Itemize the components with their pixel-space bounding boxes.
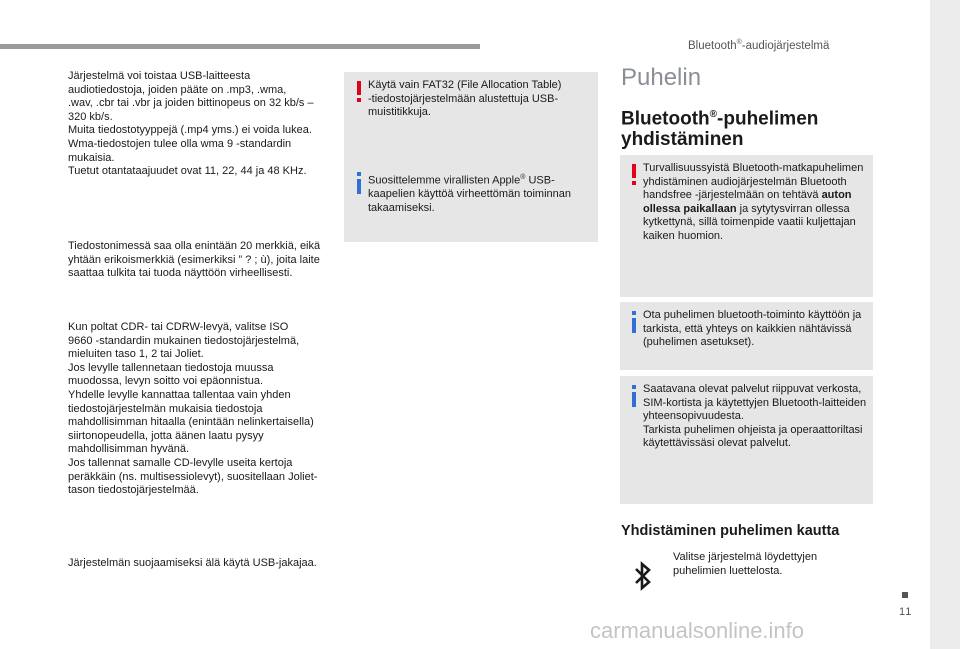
apple-cable-info-text: Suosittelemme virallisten Apple® USB- kaapelien käyttöä virheettömän toiminnan takaamiseksi. [368, 174, 572, 214]
bluetooth-icon [633, 560, 653, 592]
info-icon [629, 385, 639, 407]
header-rule [0, 44, 480, 49]
watermark: carmanualsonline.info [590, 618, 805, 643]
services-info-box [620, 376, 873, 504]
safety-warning-box [620, 155, 873, 297]
usb-formats-paragraph: Järjestelmä voi toistaa USB-laitteesta audiotiedostoja, joiden pääte on .mp3, .wma, .wav, .cbr tai .vbr ja joiden bittinopeus on 32 kb/s – 320 kb/s. Muita tiedostotyyppejä (.mp4 yms.) ei voida lukea. Wma-tiedostojen tulee olla wma 9 -standardin mukaisia. Tuetut otantataajuudet ovat 11, 22, 44 ja 48 KHz. [68, 70, 314, 178]
warning-icon [354, 81, 364, 103]
bluetooth-pairing-heading: Bluetooth®-puhelimen yhdistäminen [621, 108, 819, 151]
page-header-title: Bluetooth®-audiojärjestelmä [688, 39, 830, 52]
services-info-text: Saatavana olevat palvelut riippuvat verkosta, SIM-kortista ja käytettyjen Bluetooth-laitteiden yhteensopivuudesta. Tarkista puhelimen ohjeista ja operaattoriltasi käytettävissäsi olevat palvelut. [643, 383, 867, 450]
bluetooth-visibility-text: Ota puhelimen bluetooth-toiminto käyttöön ja tarkista, että yhteys on kaikkien nähtävissä (puhelimen asetukset). [643, 309, 862, 349]
usb-notes-box [344, 72, 598, 242]
info-icon [354, 172, 364, 194]
fat32-warning-text: Käytä vain FAT32 (File Allocation Table) -tiedostojärjestelmään alustettuja USB- muistitikkuja. [368, 79, 562, 119]
filename-paragraph: Tiedostonimessä saa olla enintään 20 merkkiä, eikä yhtään erikoismerkkiä (esimerkiksi ” ? ; ù), joita laite saattaa tulkita tai tuoda näyttöön virheellisesti. [68, 240, 321, 280]
page-end-marker [902, 592, 908, 598]
usb-hub-paragraph: Järjestelmän suojaamiseksi älä käytä USB-jakajaa. [68, 557, 317, 569]
bluetooth-visibility-info-box [620, 302, 873, 370]
connect-via-phone-heading: Yhdistäminen puhelimen kautta [621, 523, 840, 539]
connect-via-phone-text: Valitse järjestelmä löydettyjen puhelimien luettelosta. [673, 551, 818, 577]
safety-warning-text: Turvallisuussyistä Bluetooth-matkapuhelimen yhdistäminen audiojärjestelmän Bluetooth handsfree -järjestelmään on tehtävä auton ollessa paikallaan ja sytytysvirran ollessa kytkettynä, sillä toimenpide vaatii kuljettajan kaiken huomion. [643, 162, 864, 242]
page-number: 11 [899, 606, 913, 618]
page-margin-strip [930, 0, 960, 649]
cd-burning-paragraph: Kun poltat CDR- tai CDRW-levyä, valitse ISO 9660 -standardin mukainen tiedostojärjestelmä, mieluiten taso 1, 2 tai Joliet. Jos levylle tallennetaan tiedostoja muussa muodossa, levyn soitto voi epäonnistua. Yhdelle levylle kannattaa tallentaa vain yhden tiedostojärjestelmän mukaisia tiedostoja mahdollisimman hitaalla (enintään nelinkertaisella) siirtonopeudella, jotta äänen laatu pysyy mahdollisimman hyvänä. Jos tallennat samalle CD-levylle useita kertoja peräkkäin (ns. multisessiolevyt), suositellaan Joliet- tason tiedostojärjestelmää. [68, 321, 318, 497]
info-icon [629, 311, 639, 333]
warning-icon [629, 164, 639, 186]
section-title: Puhelin [621, 64, 702, 91]
